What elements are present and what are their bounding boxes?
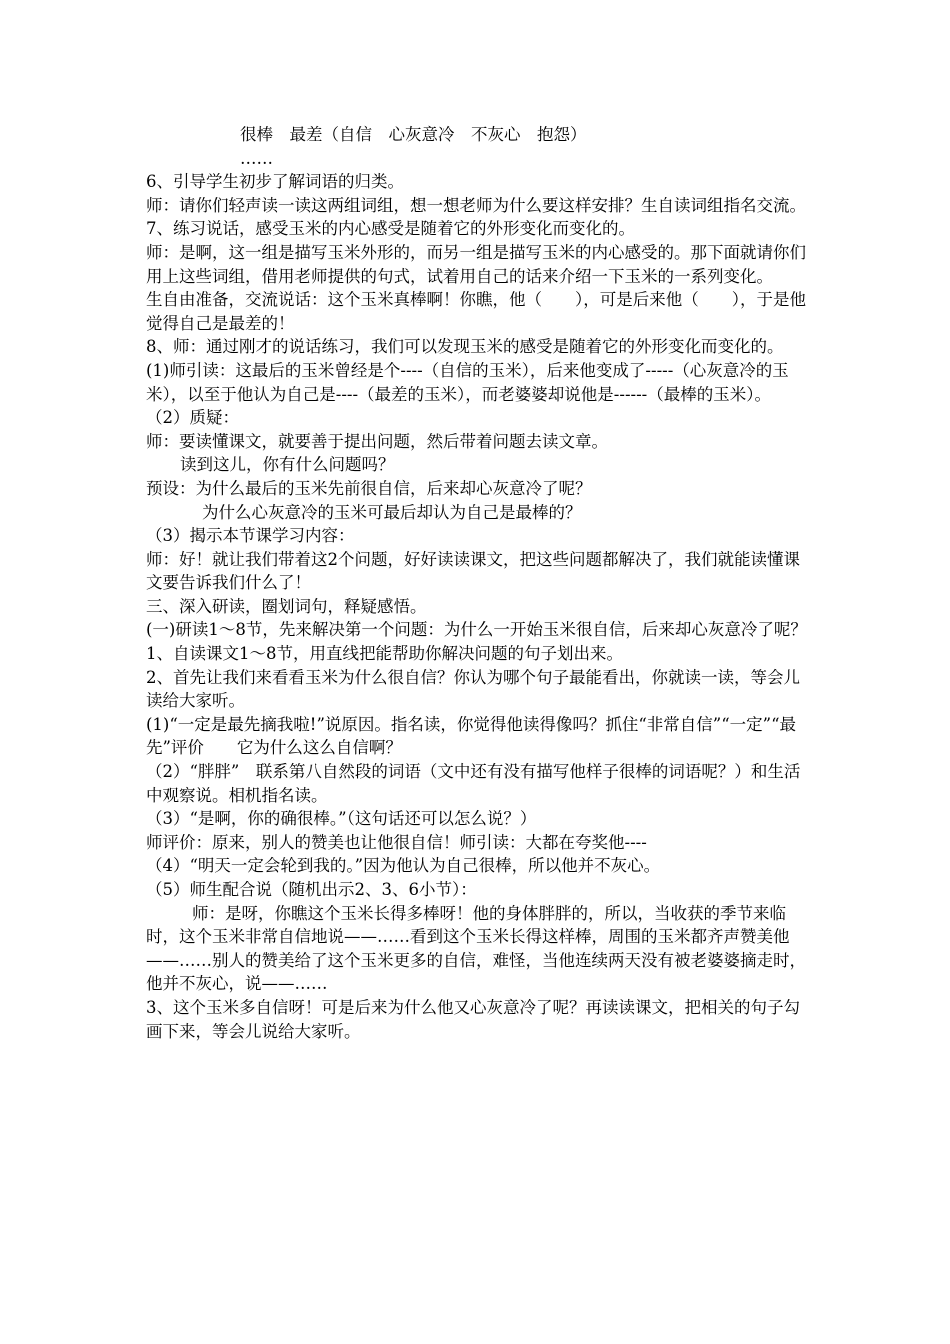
paragraph: 3、这个玉米多自信呀！可是后来为什么他又心灰意冷了呢？再读读课文，把相关的句子勾画下来，等会儿说给大家听。 bbox=[146, 997, 800, 1041]
paragraph: (一)研读1～8节，先来解决第一个问题：为什么一开始玉米很自信，后来却心灰意冷了呢？ bbox=[146, 620, 807, 640]
paragraph: （4）“明天一定会轮到我的。”因为他认为自己很棒，所以他并不灰心。 bbox=[146, 856, 661, 876]
paragraph: 师：是呀，你瞧这个玉米长得多棒呀！他的身体胖胖的，所以，当收获的季节来临时，这个玉米非常自信地说——……看到这个玉米长得这样棒，周围的玉米都齐声赞美他——……别人的赞美给了这个玉米更多的自信，难怪，当他连续两天没有被老婆婆摘走时，他并不灰心，说——…… bbox=[146, 903, 806, 994]
paragraph: 读到这儿，你有什么问题吗？ bbox=[180, 455, 395, 475]
paragraph: (1)师引读：这最后的玉米曾经是个----（自信的玉米），后来他变成了-----（心灰意冷的玉米），以至于他认为自己是----（最差的玉米），而老婆婆却说他是------（最棒的玉米）。 bbox=[146, 360, 789, 404]
paragraph: （2）质疑： bbox=[146, 408, 239, 428]
paragraph: 为什么心灰意冷的玉米可最后却认为自己是最棒的？ bbox=[202, 502, 582, 522]
paragraph: 师评价：原来，别人的赞美也让他很自信！师引读：大都在夸奖他---- bbox=[146, 832, 647, 852]
paragraph: 三、深入研读，圈划词句，释疑感悟。 bbox=[146, 596, 427, 616]
paragraph: 1、自读课文1～8节，用直线把能帮助你解决问题的句子划出来。 bbox=[146, 644, 623, 664]
paragraph: （3）“是啊，你的确很棒。”（这句话还可以怎么说？） bbox=[146, 809, 537, 829]
paragraph: （3）揭示本节课学习内容： bbox=[146, 526, 355, 546]
paragraph: 师：是啊，这一组是描写玉米外形的，而另一组是描写玉米的内心感受的。那下面就请你们用上这些词组，借用老师提供的句式，试着用自己的话来介绍一下玉米的一系列变化。 bbox=[146, 242, 806, 286]
paragraph: （2）“胖胖” 联系第八自然段的词语（文中还有没有描写他样子很棒的词语呢？）和生活中观察说。相机指名读。 bbox=[146, 762, 801, 805]
paragraph: 生自由准备，交流说话：这个玉米真棒啊！你瞧，他（ ），可是后来他（ ），于是他觉得自己是最差的！ bbox=[146, 290, 806, 333]
document-body bbox=[146, 123, 816, 1043]
paragraph: 6、引导学生初步了解词语的归类。 bbox=[146, 172, 404, 192]
paragraph: 师：要读懂课文，就要善于提出问题，然后带着问题去读文章。 bbox=[146, 431, 608, 451]
paragraph: 师：好！就让我们带着这2个问题，好好读读课文，把这些问题都解决了，我们就能读懂课文要告诉我们什么了！ bbox=[146, 549, 800, 593]
paragraph: 2、首先让我们来看看玉米为什么很自信？你认为哪个句子最能看出，你就读一读，等会儿读给大家听。 bbox=[146, 667, 800, 711]
paragraph: 8、师：通过刚才的说话练习，我们可以发现玉米的感受是随着它的外形变化而变化的。 bbox=[146, 337, 784, 357]
paragraph: 预设：为什么最后的玉米先前很自信，后来却心灰意冷了呢？ bbox=[146, 478, 592, 498]
paragraph: 很棒 最差（自信 心灰意冷 不灰心 抱怨） bbox=[240, 125, 587, 144]
paragraph: （5）师生配合说（随机出示2、3、6小节）： bbox=[146, 880, 477, 899]
paragraph: …… bbox=[240, 148, 273, 168]
paragraph: (1)“一定是最先摘我啦!”说原因。指名读，你觉得他读得像吗？抓住“非常自信”“一定”“最先”评价 它为什么这么自信啊？ bbox=[146, 714, 797, 758]
paragraph: 师：请你们轻声读一读这两组词组，想一想老师为什么要这样安排？生自读词组指名交流。 bbox=[146, 195, 806, 215]
paragraph: 7、练习说话，感受玉米的内心感受是随着它的外形变化而变化的。 bbox=[146, 219, 635, 239]
